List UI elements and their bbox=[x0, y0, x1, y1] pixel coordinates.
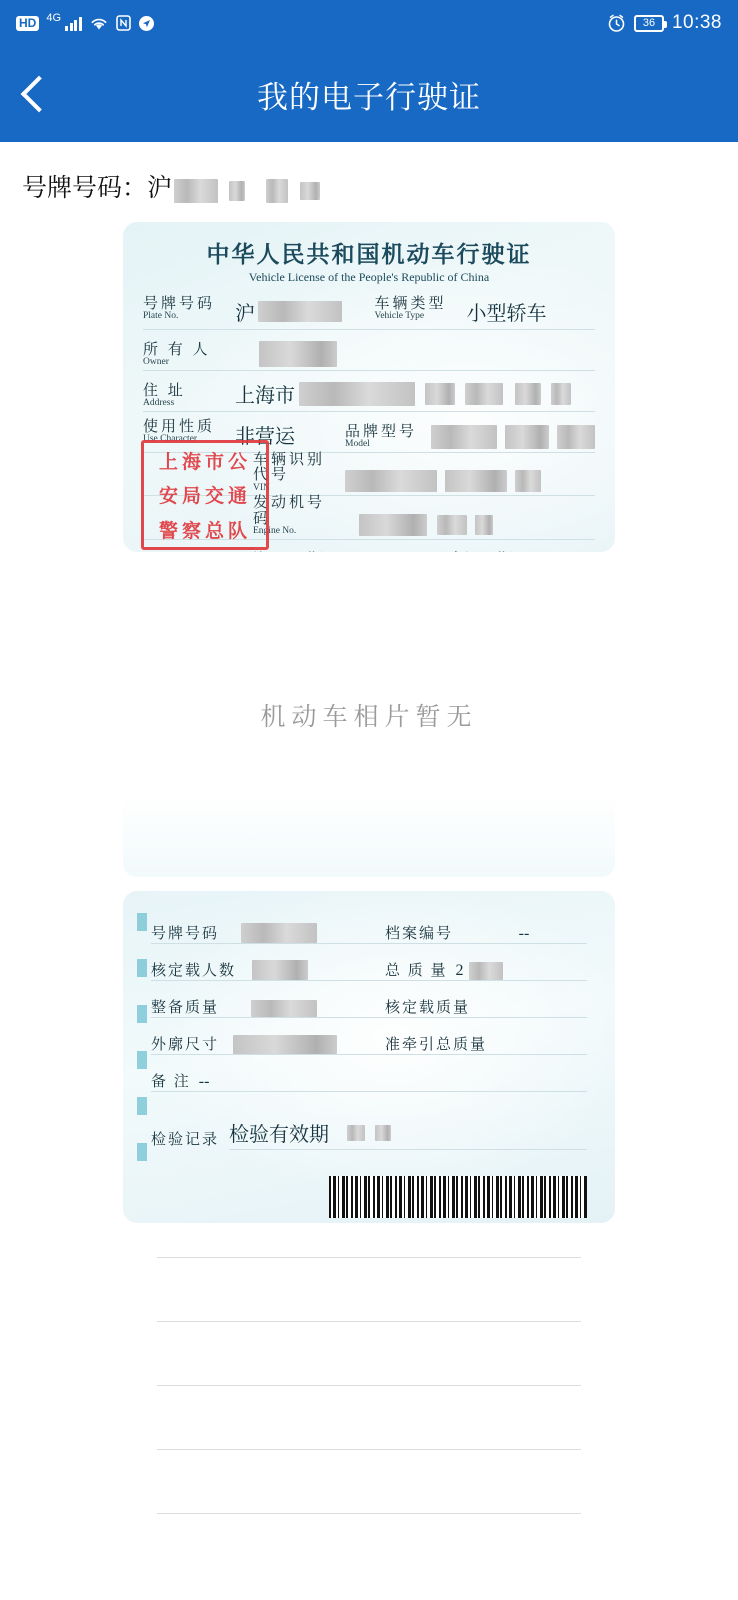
back-label-seating: 核定载人数 bbox=[151, 963, 237, 979]
field-row bbox=[143, 330, 595, 371]
back-value-seating bbox=[236, 960, 385, 980]
divider-line bbox=[157, 1321, 581, 1322]
vehicle-photo-placeholder: 机动车相片暂无 bbox=[260, 702, 478, 731]
field-value-engine-no bbox=[339, 514, 595, 537]
field-value-address: 上海市 bbox=[229, 379, 595, 409]
status-bar-right bbox=[607, 12, 722, 34]
license-front-fields bbox=[143, 289, 595, 580]
inspection-validity-value: 检验有效期 bbox=[229, 1118, 587, 1150]
stamp-line: 警察总队 bbox=[158, 521, 251, 543]
back-value-unladen-mass bbox=[219, 1000, 385, 1017]
license-lined-panel bbox=[123, 1223, 615, 1583]
field-label-plate-no: 号牌号码 Plate No. bbox=[143, 296, 216, 322]
status-bar bbox=[0, 0, 738, 46]
stamp-line: 上海市公 bbox=[158, 451, 251, 473]
back-value-dimensions bbox=[219, 1035, 385, 1054]
field-label-engine-no: 发动机号码 Engine No. bbox=[253, 495, 326, 536]
field-label-address: 住 址 Address bbox=[143, 383, 186, 409]
license-document bbox=[123, 222, 615, 1583]
field-value-use-character: 非营运 bbox=[235, 426, 295, 448]
plate-number-label: 号牌号码： bbox=[22, 174, 148, 202]
back-label-towing-mass: 准牵引总质量 bbox=[384, 1037, 487, 1053]
back-label-remarks: 备 注 bbox=[151, 1074, 191, 1090]
location-icon bbox=[138, 15, 155, 32]
field-row bbox=[143, 496, 595, 539]
status-bar-left bbox=[16, 12, 155, 32]
field-row bbox=[143, 412, 595, 453]
battery-level: 36 bbox=[634, 15, 664, 32]
divider-line bbox=[157, 1513, 581, 1514]
back-label-rated-load: 核定载质量 bbox=[384, 1000, 470, 1016]
back-label-plate-no: 号牌号码 bbox=[151, 926, 220, 942]
app-header bbox=[0, 46, 738, 142]
back-field-row bbox=[151, 1018, 587, 1055]
back-field-row bbox=[151, 981, 587, 1018]
back-label-gross-mass: 总 质 量 bbox=[384, 963, 448, 979]
signal-icon bbox=[65, 15, 82, 31]
network-type-label: 4G bbox=[46, 12, 62, 24]
license-title-cn: 中华人民共和国机动车行驶证 bbox=[206, 242, 532, 267]
license-front-card bbox=[123, 222, 615, 552]
field-value-model bbox=[425, 425, 595, 450]
back-value-gross-mass: 2 bbox=[447, 962, 587, 980]
field-value-vin bbox=[339, 470, 595, 493]
field-label-owner: 所 有 人 Owner bbox=[143, 342, 211, 368]
back-value-remarks: -- bbox=[198, 1073, 210, 1090]
license-title-en: Vehicle License of the People's Republic of China bbox=[248, 270, 490, 284]
divider-line bbox=[157, 1385, 581, 1386]
back-field-row bbox=[151, 944, 587, 981]
vehicle-photo-panel bbox=[123, 552, 615, 877]
spine-marks bbox=[137, 913, 147, 1203]
divider-line bbox=[157, 1257, 581, 1258]
field-value-owner bbox=[229, 341, 595, 368]
back-field-row bbox=[151, 907, 587, 944]
inspection-record-label: 检验记录 bbox=[151, 1132, 220, 1148]
inspection-record-row bbox=[151, 1118, 587, 1218]
field-label-vehicle-type: 车辆类型 Vehicle Type bbox=[374, 296, 447, 322]
divider-line bbox=[157, 1449, 581, 1450]
field-row bbox=[143, 371, 595, 412]
page-title: 我的电子行驶证 bbox=[257, 79, 481, 115]
back-field-row bbox=[151, 1055, 587, 1092]
back-label-file-no: 档案编号 bbox=[384, 926, 453, 942]
status-bar-clock: 10:38 bbox=[671, 12, 722, 33]
back-label-unladen-mass: 整备质量 bbox=[151, 1000, 220, 1016]
alarm-icon bbox=[607, 14, 626, 33]
nfc-icon bbox=[116, 15, 131, 31]
plate-number-line bbox=[0, 142, 738, 222]
field-label-use-character: 使用性质 Use Character bbox=[143, 419, 216, 445]
field-label-vin: 车辆识别代号 VIN bbox=[253, 452, 326, 493]
barcode-icon bbox=[329, 1176, 587, 1218]
plate-number-mosaic bbox=[174, 176, 320, 200]
license-back-card bbox=[123, 891, 615, 1223]
wifi-icon bbox=[89, 15, 109, 31]
panel-separator bbox=[123, 877, 615, 891]
stamp-line: 安局交通 bbox=[158, 486, 251, 508]
back-value-file-no: -- bbox=[518, 925, 530, 942]
back-value-plate-no bbox=[219, 923, 385, 943]
hd-icon: HD bbox=[16, 16, 39, 31]
field-label-model: 品牌型号 Model bbox=[345, 424, 418, 450]
field-row bbox=[143, 453, 595, 496]
field-value-vehicle-type: 小型轿车 bbox=[466, 303, 547, 325]
inspection-record-body bbox=[219, 1118, 587, 1218]
field-value-plate-no: 沪 bbox=[229, 297, 375, 327]
field-row bbox=[143, 289, 595, 330]
back-label-dimensions: 外廓尺寸 bbox=[151, 1037, 220, 1053]
plate-number-value: 沪 bbox=[147, 174, 173, 202]
battery-icon bbox=[634, 15, 664, 32]
